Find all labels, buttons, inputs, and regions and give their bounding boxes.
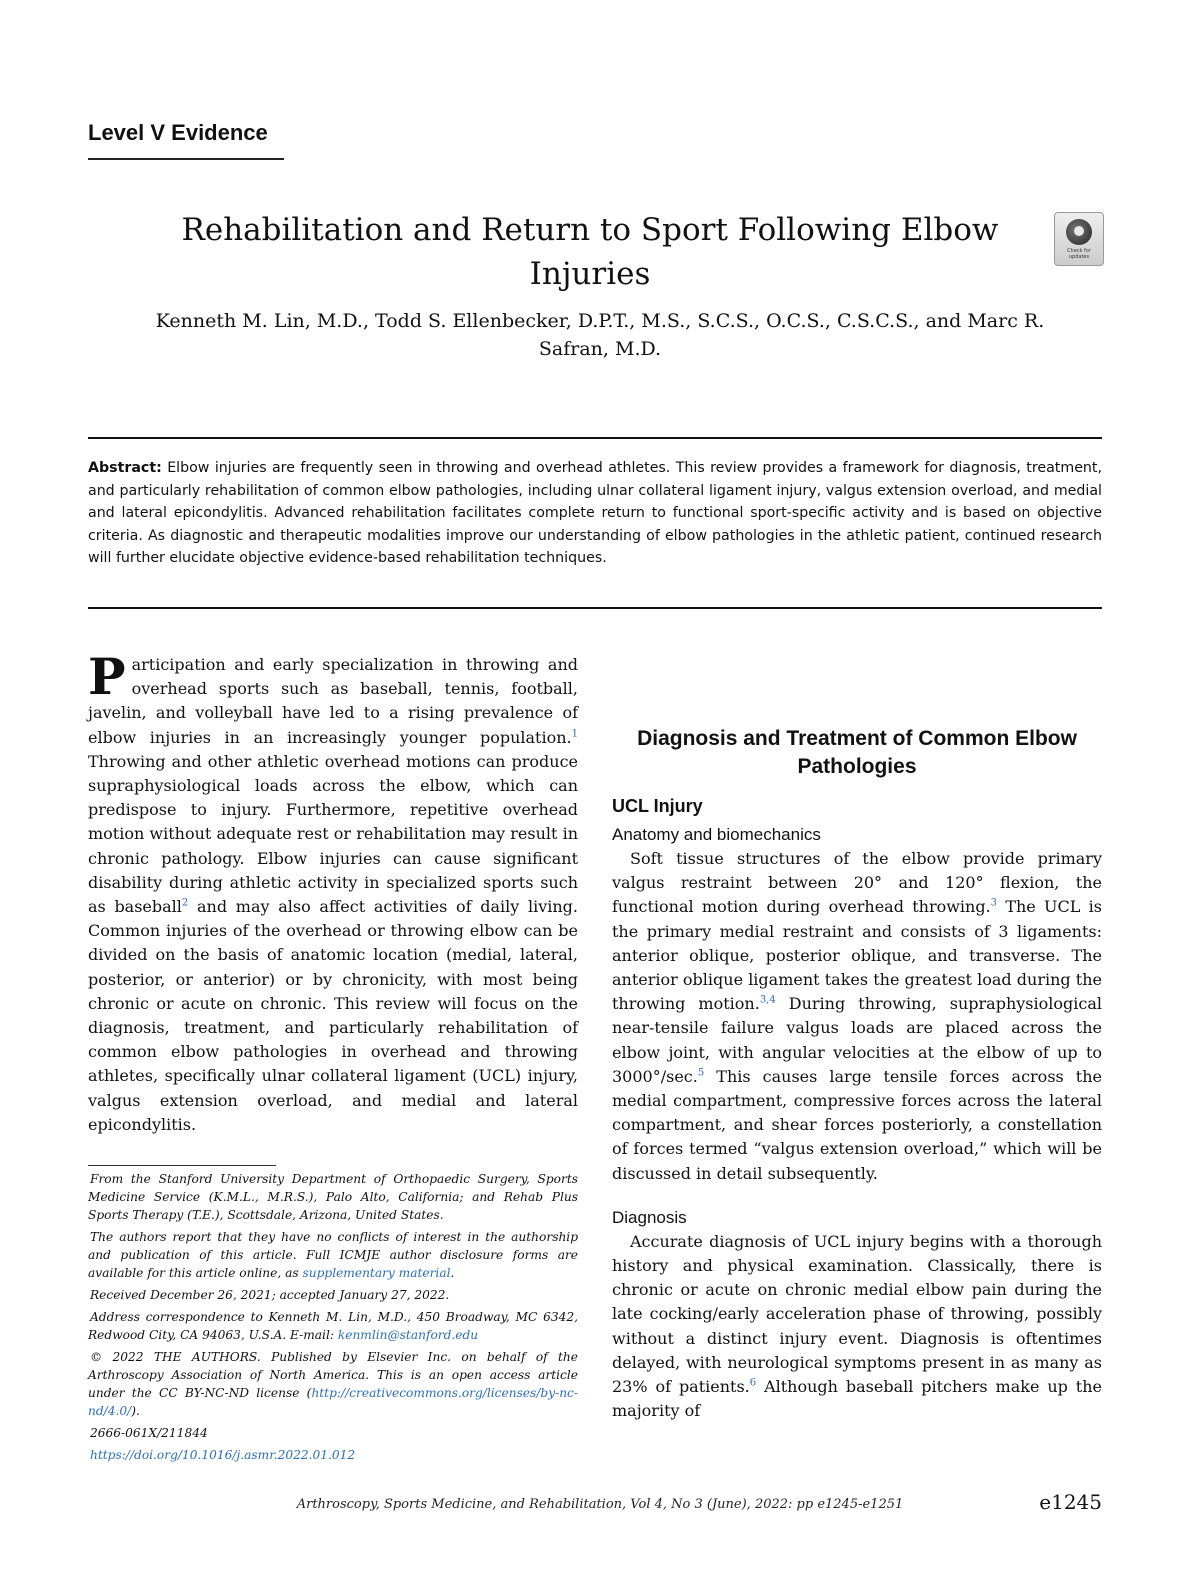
author-list: Kenneth M. Lin, M.D., Todd S. Ellenbecker, D.P.T., M.S., S.C.S., O.C.S., C.S.C.S., and Marc R. Safran, M.D. — [155, 310, 1045, 360]
footnotes — [88, 1170, 578, 1468]
body-column-left — [88, 647, 578, 1137]
heading-anatomy: Anatomy and biomechanics — [612, 825, 821, 844]
subsection-heading-ucl: UCL Injury — [612, 796, 703, 816]
citation-ref[interactable]: 3,4 — [759, 994, 776, 1006]
citation-ref[interactable]: 5 — [697, 1067, 705, 1079]
abstract-label: Abstract: — [88, 460, 162, 476]
footnote-conflicts: The authors report that they have no conflicts of interest in the authorship and publication of this article. Full ICMJE author disclosure forms are available for this article online, as supplementary material. — [88, 1230, 578, 1280]
crossmark-label: Check for updates — [1067, 248, 1091, 260]
footnote-copyright: © 2022 THE AUTHORS. Published by Elsevier Inc. on behalf of the Arthroscopy Association of North America. This is an open access article under the CC BY-NC-ND license (http://creativecommons.org/licenses/by-nc-nd/4.0/). — [88, 1350, 578, 1418]
intro-paragraph: Participation and early specialization in throwing and overhead sports such as baseball, tennis, football, javelin, and volleyball have led to a rising prevalence of elbow injuries in an increasingly younger population.$^1$ Throwing and other athletic overhead motions can produce supraphysiological loads across the elbow, which can predispose to injury. Furthermore, repetitive overhead motion without adequate rest or rehabilitation may result in chronic pathology. Elbow injuries can cause significant disability during athletic activity in specialized sports such as baseball$^2$ and may also affect activities of daily living. Common injuries of the overhead or throwing elbow can be divided on the basis of anatomic location (medial, lateral, posterior, or anterior) or by chronicity, with most being chronic or acute on chronic. This review will focus on the diagnosis, treatment, and particularly rehabilitation of common elbow pathologies in overhead and throwing athletes, specifically ulnar collateral ligament (UCL) injury, valgus extension overload, and medial and lateral epicondylitis. — [88, 647, 578, 1134]
license-link[interactable]: http://creativecommons.org/licenses/by-nc-nd/4.0/ — [88, 1386, 578, 1418]
drop-cap: P — [88, 647, 126, 706]
page-number: e1245 — [1039, 1490, 1102, 1514]
footnote-rule — [88, 1165, 276, 1166]
anatomy-paragraph: Soft tissue structures of the elbow provide primary valgus restraint between 20° and 120° flexion, the functional motion during overhead throwing.$^3$ The UCL is the primary medial restraint and consists of 3 ligaments: anterior oblique, posterior oblique, and transverse. The anterior oblique ligament takes the greatest load during the throwing motion.$^{3,4}$ During throwing, supraphysiological near-tensile failure valgus loads are placed across the elbow joint, with angular velocities at the elbow of up to 3000°/sec.$^5$ This causes large tensile forces across the medial compartment, compressive forces across the lateral compartment, and shear forces posteriorly, a constellation of forces termed “valgus extension overload,” which will be discussed in detail subsequently. — [612, 849, 1102, 1183]
citation-ref[interactable]: 2 — [181, 897, 189, 909]
supplementary-material-link[interactable]: supplementary material — [302, 1266, 451, 1280]
section-heading: Diagnosis and Treatment of Common Elbow Pathologies — [637, 727, 1077, 778]
abstract-top-rule — [88, 437, 1102, 439]
continued-text-spacer — [612, 653, 1102, 701]
abstract — [88, 457, 1102, 570]
footnote-issn: 2666-061X/211844 — [90, 1426, 208, 1440]
doi-link[interactable]: https://doi.org/10.1016/j.asmr.2022.01.012 — [90, 1448, 356, 1462]
abstract-text: Elbow injuries are frequently seen in throwing and overhead athletes. This review provides a framework for diagnosis, treatment, and particularly rehabilitation of common elbow pathologies, including ulnar collateral ligament injury, valgus extension overload, and medial and lateral epicondylitis. Advanced rehabilitation facilitates complete return to functional sport-specific activity and is based on objective criteria. As diagnostic and therapeutic modalities improve our understanding of elbow pathologies in the athletic patient, continued research will further elucidate objective evidence-based rehabilitation techniques. — [88, 460, 1102, 566]
evidence-underline — [88, 158, 284, 160]
abstract-bottom-rule — [88, 607, 1102, 609]
citation-ref[interactable]: 3 — [990, 898, 998, 910]
citation-ref[interactable]: 1 — [571, 728, 578, 740]
footnote-address: Address correspondence to Kenneth M. Lin, M.D., 450 Broadway, MC 6342, Redwood City, CA 94063, U.S.A. E-mail: kenmlin@stanford.edu — [88, 1310, 578, 1342]
article-title: Rehabilitation and Return to Sport Following Elbow Injuries — [181, 212, 999, 292]
crossmark-badge[interactable] — [1054, 212, 1104, 266]
citation-ref[interactable]: 6 — [749, 1377, 757, 1389]
crossmark-icon — [1066, 219, 1092, 245]
evidence-level: Level V Evidence — [88, 120, 268, 145]
footnote-received: Received December 26, 2021; accepted January 27, 2022. — [90, 1288, 450, 1302]
footnote-affiliation: From the Stanford University Department of Orthopaedic Surgery, Sports Medicine Service (K.M.L., M.R.S.), Palo Alto, California; and Rehab Plus Sports Therapy (T.E.), Scottsdale, Arizona, United States. — [88, 1172, 578, 1222]
diagnosis-paragraph: Accurate diagnosis of UCL injury begins with a thorough history and physical examination. Classically, there is chronic or acute on chronic medial elbow pain during the late cocking/early acceleration phase of throwing, possibly without a distinct injury event. Diagnosis is oftentimes delayed, with neurological symptoms present in as many as 23% of patients.$^6$ Although baseball pitchers make up the majority of — [612, 1231, 1103, 1421]
journal-citation: Arthroscopy, Sports Medicine, and Rehabilitation, Vol 4, No 3 (June), 2022: pp e1245-e1251 — [296, 1497, 904, 1512]
email-link[interactable]: kenmlin@stanford.edu — [337, 1328, 479, 1342]
body-column-right — [612, 653, 1102, 1423]
heading-diagnosis: Diagnosis — [612, 1207, 687, 1227]
